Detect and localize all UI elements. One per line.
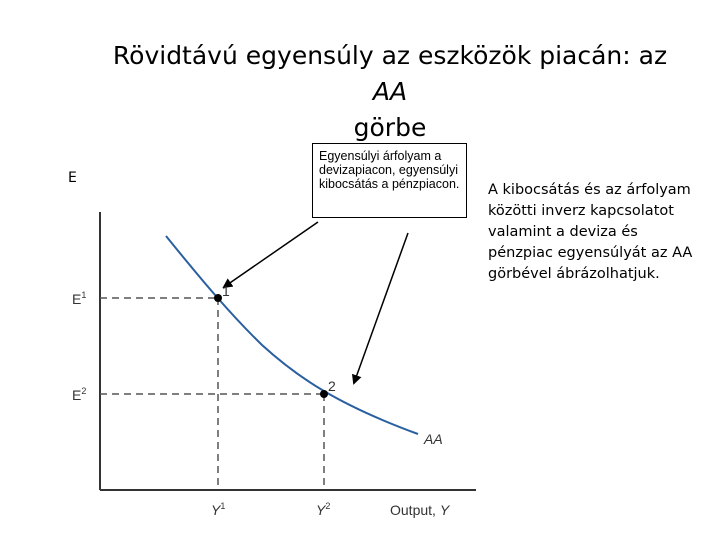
explanation-text: A kibocsátás és az árfolyam közötti inverz kapcsolatot valamint a deviza és pénzpiac egyensúlyát az AA görbével ábrázolhatjuk. [488,182,693,282]
title-text: Rövidtávú egyensúly az eszközök piacán: az [112,41,668,70]
y1-tick-label: $Y^1$ [211,501,226,518]
callout-arrow-1 [224,222,318,287]
e2-tick-label: $E^2$ [72,386,87,403]
y-axis-label: E [68,170,77,186]
point-2-label: 2 [328,378,336,394]
point-1-label: 1 [222,283,230,299]
callout-box: Egyensúlyi árfolyam a devizapiacon, egyensúlyi kibocsátás a pénzpiacon. [312,143,467,218]
callout-arrow-2 [354,233,408,383]
title-italic-text: AA [372,77,408,106]
equilibrium-point-1 [214,294,222,302]
aa-curve-label: AA [424,431,443,447]
title-line2: görbe [353,113,427,142]
e1-tick-label: $E^1$ [72,290,87,307]
y2-tick-label: $Y^2$ [316,501,331,518]
equilibrium-point-2 [320,390,328,398]
x-axis-label: Output, Y [390,502,450,518]
aa-curve [166,236,418,434]
